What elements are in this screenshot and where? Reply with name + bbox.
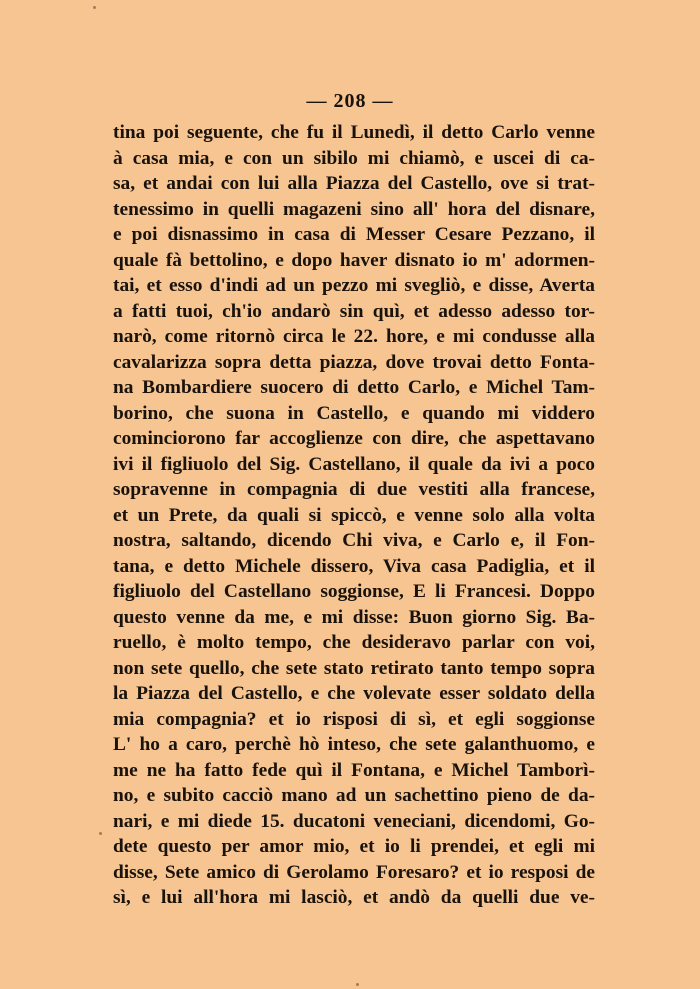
text-line: la Piazza del Castello, e che volevate esser soldato della xyxy=(113,683,595,704)
text-line: me ne ha fatto fede quì il Fontana, e Michel Tamborì- xyxy=(113,759,595,781)
text-line: L' ho a caro, perchè hò inteso, che sete galanthuomo, e xyxy=(113,734,595,755)
text-line: figliuolo del Castellano soggionse, E li Francesi. Doppo xyxy=(113,581,595,602)
paper-speck xyxy=(356,983,359,986)
text-line: ruello, è molto tempo, che desideravo parlar con voi, xyxy=(113,632,595,653)
text-line: tai, et esso d'indi ad un pezzo mi svegliò, e disse, Averta xyxy=(113,275,595,296)
text-line: questo venne da me, e mi disse: Buon giorno Sig. Ba- xyxy=(113,606,595,628)
text-line: sì, e lui all'hora mi lasciò, et andò da quelli due ve- xyxy=(113,887,595,908)
text-line: non sete quello, che sete stato retirato tanto tempo sopra xyxy=(113,657,595,679)
text-line: nostra, saltando, dicendo Chi viva, e Carlo e, il Fon- xyxy=(113,530,595,551)
text-line: dete questo per amor mio, et io li prendei, et egli mi xyxy=(113,836,595,857)
body-text xyxy=(113,120,595,911)
text-line: cominciorono far accoglienze con dire, che aspettavano xyxy=(113,428,595,449)
text-line: quale fà bettolino, e dopo haver disnato io m' adormen- xyxy=(113,249,595,271)
text-line: a fatti tuoi, ch'io andarò sin quì, et adesso adesso tor- xyxy=(113,300,595,322)
text-line: tenessimo in quelli magazeni sino all' hora del disnare, xyxy=(113,198,595,220)
paper-speck xyxy=(99,832,102,835)
text-line: disse, Sete amico di Gerolamo Foresaro? et io resposi de xyxy=(113,861,595,883)
text-line: cavalarizza sopra detta piazza, dove trovai detto Fonta- xyxy=(113,351,595,373)
text-line: tana, e detto Michele dissero, Viva casa Padiglia, et il xyxy=(113,555,595,577)
text-line: sopravenne in compagnia di due vestiti alla francese, xyxy=(113,479,595,500)
text-line: e poi disnassimo in casa di Messer Cesare Pezzano, il xyxy=(113,224,595,245)
text-line: borino, che suona in Castello, e quando mi viddero xyxy=(113,402,595,424)
text-line: narò, come ritornò circa le 22. hore, e mi condusse alla xyxy=(113,326,595,347)
text-line: nari, e mi diede 15. ducatoni veneciani, dicendomi, Go- xyxy=(113,810,595,832)
text-line: sa, et andai con lui alla Piazza del Castello, ove si trat- xyxy=(113,173,595,194)
text-line: à casa mia, e con un sibilo mi chiamò, e uscei di ca- xyxy=(113,147,595,169)
text-line: mia compagnia? et io risposi di sì, et egli soggionse xyxy=(113,708,595,730)
text-line: tina poi seguente, che fu il Lunedì, il detto Carlo venne xyxy=(113,122,595,143)
text-line: na Bombardiere suocero di detto Carlo, e Michel Tam- xyxy=(113,377,595,398)
paper-speck xyxy=(93,6,96,9)
text-line: et un Prete, da quali si spiccò, e venne solo alla volta xyxy=(113,504,595,526)
text-line: no, e subito cacciò mano ad un sachettino pieno de da- xyxy=(113,785,595,806)
page-number: — 208 — xyxy=(306,90,394,112)
text-line: ivi il figliuolo del Sig. Castellano, il quale da ivi a poco xyxy=(113,453,595,475)
